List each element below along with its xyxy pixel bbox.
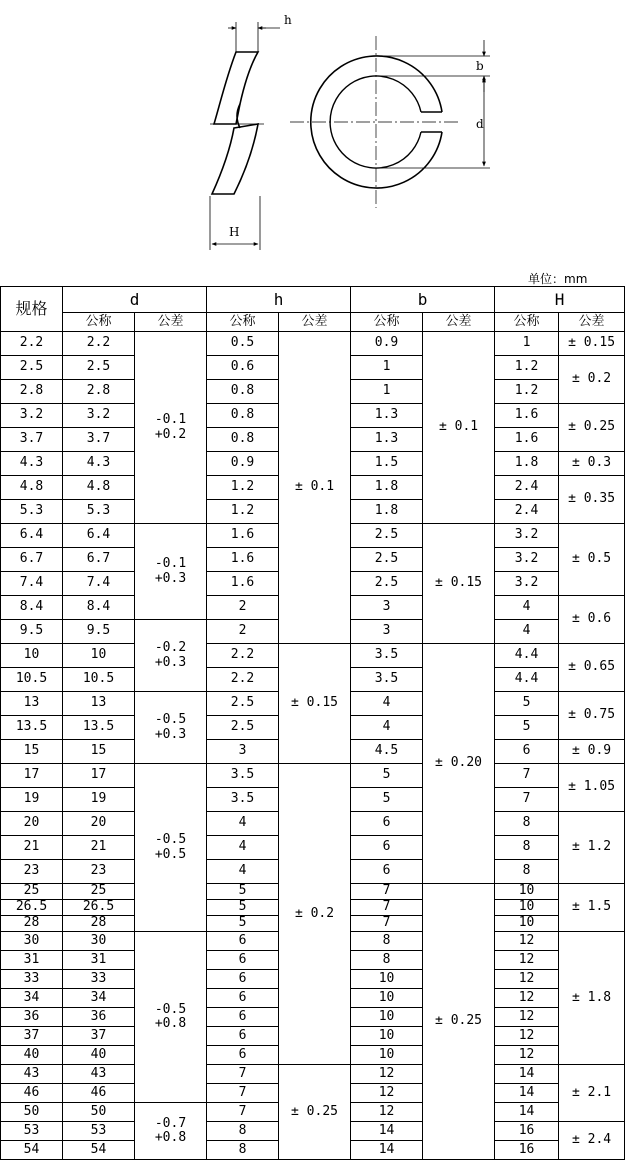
d-nominal-cell: 4.3 [63,452,135,476]
d-nominal-cell: 25 [63,884,135,900]
b-nominal-cell: 12 [351,1084,423,1103]
d-nominal-cell: 40 [63,1046,135,1065]
d-nominal-cell: 54 [63,1141,135,1160]
H-nominal-cell: 12 [495,951,559,970]
H-nominal-cell: 10 [495,916,559,932]
b-nominal-cell: 10 [351,1027,423,1046]
h-nominal-cell: 0.8 [207,404,279,428]
spec-cell: 15 [1,740,63,764]
d-nominal-cell: 33 [63,970,135,989]
h-nominal-cell: 8 [207,1141,279,1160]
spec-cell: 30 [1,932,63,951]
spec-cell: 13.5 [1,716,63,740]
h-nominal-cell: 0.8 [207,380,279,404]
b-nominal-cell: 10 [351,989,423,1008]
H-nominal-cell: 3.2 [495,524,559,548]
b-nominal-cell: 4.5 [351,740,423,764]
H-tolerance-cell: ± 0.75 [559,692,625,740]
d-nominal-cell: 53 [63,1122,135,1141]
spec-cell: 2.8 [1,380,63,404]
label-H: H [229,225,240,239]
h-nominal-cell: 1.6 [207,548,279,572]
d-tolerance-cell: -0.5 +0.8 [135,932,207,1103]
b-nominal-cell: 10 [351,1046,423,1065]
spec-cell: 40 [1,1046,63,1065]
spec-cell: 53 [1,1122,63,1141]
table-row [1,332,625,356]
H-nominal-cell: 16 [495,1122,559,1141]
H-nominal-cell: 1.2 [495,356,559,380]
spec-cell: 23 [1,860,63,884]
H-tolerance-cell: ± 0.3 [559,452,625,476]
h-nominal-cell: 4 [207,836,279,860]
H-tolerance-cell: ± 0.35 [559,476,625,524]
H-tolerance-cell: ± 0.2 [559,356,625,404]
spring-washer-drawing [0,0,626,270]
header-nominal: 公称 [63,313,135,332]
d-nominal-cell: 13 [63,692,135,716]
spec-cell: 43 [1,1065,63,1084]
h-nominal-cell: 2 [207,596,279,620]
d-tolerance-cell: -0.7 +0.8 [135,1103,207,1160]
h-tolerance-cell: ± 0.25 [279,1065,351,1160]
spec-cell: 7.4 [1,572,63,596]
spec-cell: 4.8 [1,476,63,500]
h-nominal-cell: 6 [207,932,279,951]
H-nominal-cell: 4 [495,620,559,644]
H-nominal-cell: 2.4 [495,476,559,500]
H-nominal-cell: 1.8 [495,452,559,476]
H-nominal-cell: 3.2 [495,548,559,572]
b-nominal-cell: 6 [351,812,423,836]
d-nominal-cell: 7.4 [63,572,135,596]
H-nominal-cell: 4 [495,596,559,620]
d-nominal-cell: 2.5 [63,356,135,380]
b-nominal-cell: 2.5 [351,524,423,548]
spec-cell: 3.7 [1,428,63,452]
spec-cell: 54 [1,1141,63,1160]
d-tolerance-cell: -0.5 +0.5 [135,764,207,932]
b-nominal-cell: 7 [351,916,423,932]
d-nominal-cell: 36 [63,1008,135,1027]
h-nominal-cell: 6 [207,1027,279,1046]
H-tolerance-cell: ± 1.8 [559,932,625,1065]
h-nominal-cell: 6 [207,989,279,1008]
H-tolerance-cell: ± 0.6 [559,596,625,644]
d-nominal-cell: 15 [63,740,135,764]
d-nominal-cell: 43 [63,1065,135,1084]
H-nominal-cell: 8 [495,812,559,836]
H-nominal-cell: 4.4 [495,644,559,668]
b-nominal-cell: 3.5 [351,644,423,668]
b-nominal-cell: 3.5 [351,668,423,692]
spec-cell: 2.5 [1,356,63,380]
h-nominal-cell: 0.8 [207,428,279,452]
H-nominal-cell: 16 [495,1141,559,1160]
b-nominal-cell: 6 [351,860,423,884]
d-nominal-cell: 5.3 [63,500,135,524]
d-nominal-cell: 37 [63,1027,135,1046]
b-nominal-cell: 7 [351,900,423,916]
h-nominal-cell: 1.6 [207,524,279,548]
H-nominal-cell: 12 [495,970,559,989]
d-nominal-cell: 20 [63,812,135,836]
b-nominal-cell: 1.3 [351,404,423,428]
H-nominal-cell: 4.4 [495,668,559,692]
b-nominal-cell: 5 [351,788,423,812]
spec-cell: 20 [1,812,63,836]
spec-cell: 13 [1,692,63,716]
spec-cell: 31 [1,951,63,970]
b-nominal-cell: 1 [351,356,423,380]
H-nominal-cell: 12 [495,1008,559,1027]
d-tolerance-cell: -0.1 +0.3 [135,524,207,620]
b-nominal-cell: 12 [351,1065,423,1084]
H-tolerance-cell: ± 0.5 [559,524,625,596]
spec-cell: 2.2 [1,332,63,356]
H-nominal-cell: 7 [495,788,559,812]
h-nominal-cell: 2.2 [207,644,279,668]
b-tolerance-cell: ± 0.15 [423,524,495,644]
h-nominal-cell: 7 [207,1065,279,1084]
spec-cell: 10 [1,644,63,668]
h-nominal-cell: 0.9 [207,452,279,476]
unit-label: 单位：mm [528,272,588,286]
d-nominal-cell: 23 [63,860,135,884]
spec-cell: 37 [1,1027,63,1046]
header-tolerance: 公差 [279,313,351,332]
header-b: b [351,287,495,313]
spec-cell: 21 [1,836,63,860]
spec-cell: 36 [1,1008,63,1027]
b-nominal-cell: 8 [351,951,423,970]
d-nominal-cell: 10 [63,644,135,668]
h-nominal-cell: 2 [207,620,279,644]
label-h: h [284,13,292,27]
d-nominal-cell: 31 [63,951,135,970]
h-nominal-cell: 6 [207,1008,279,1027]
H-nominal-cell: 14 [495,1065,559,1084]
h-tolerance-cell: ± 0.15 [279,644,351,764]
b-nominal-cell: 12 [351,1103,423,1122]
H-nominal-cell: 6 [495,740,559,764]
b-nominal-cell: 10 [351,1008,423,1027]
spec-cell: 3.2 [1,404,63,428]
b-nominal-cell: 10 [351,970,423,989]
b-tolerance-cell: ± 0.20 [423,644,495,884]
d-nominal-cell: 3.7 [63,428,135,452]
H-tolerance-cell: ± 0.65 [559,644,625,692]
h-nominal-cell: 3.5 [207,788,279,812]
d-nominal-cell: 4.8 [63,476,135,500]
d-nominal-cell: 50 [63,1103,135,1122]
H-nominal-cell: 12 [495,1027,559,1046]
header-tolerance: 公差 [423,313,495,332]
H-tolerance-cell: ± 2.1 [559,1065,625,1122]
h-nominal-cell: 5 [207,884,279,900]
H-nominal-cell: 5 [495,692,559,716]
h-nominal-cell: 4 [207,812,279,836]
header-h: h [207,287,351,313]
h-nominal-cell: 0.5 [207,332,279,356]
h-tolerance-cell: ± 0.1 [279,332,351,644]
header-tolerance: 公差 [559,313,625,332]
h-nominal-cell: 3.5 [207,764,279,788]
spec-cell: 4.3 [1,452,63,476]
H-nominal-cell: 14 [495,1103,559,1122]
table-row [1,644,625,668]
H-tolerance-cell: ± 2.4 [559,1122,625,1160]
H-nominal-cell: 1.2 [495,380,559,404]
H-tolerance-cell: ± 1.05 [559,764,625,812]
h-nominal-cell: 5 [207,900,279,916]
spec-table [0,286,625,1160]
h-nominal-cell: 3 [207,740,279,764]
h-nominal-cell: 1.6 [207,572,279,596]
h-nominal-cell: 6 [207,970,279,989]
b-nominal-cell: 14 [351,1141,423,1160]
H-tolerance-cell: ± 0.15 [559,332,625,356]
b-nominal-cell: 1.8 [351,476,423,500]
washer-side-view [212,52,258,194]
spec-cell: 6.7 [1,548,63,572]
H-tolerance-cell: ± 0.25 [559,404,625,452]
H-nominal-cell: 7 [495,764,559,788]
label-b: b [476,59,484,73]
h-nominal-cell: 2.5 [207,716,279,740]
b-nominal-cell: 1.8 [351,500,423,524]
h-nominal-cell: 6 [207,951,279,970]
d-nominal-cell: 28 [63,916,135,932]
h-nominal-cell: 7 [207,1103,279,1122]
h-nominal-cell: 1.2 [207,476,279,500]
H-nominal-cell: 10 [495,900,559,916]
H-nominal-cell: 14 [495,1084,559,1103]
d-nominal-cell: 3.2 [63,404,135,428]
spec-cell: 33 [1,970,63,989]
d-nominal-cell: 26.5 [63,900,135,916]
b-nominal-cell: 3 [351,620,423,644]
b-nominal-cell: 1.5 [351,452,423,476]
b-nominal-cell: 6 [351,836,423,860]
spec-cell: 6.4 [1,524,63,548]
b-nominal-cell: 4 [351,692,423,716]
spec-cell: 25 [1,884,63,900]
label-d: d [476,117,484,131]
spec-cell: 9.5 [1,620,63,644]
h-nominal-cell: 4 [207,860,279,884]
b-nominal-cell: 2.5 [351,548,423,572]
b-nominal-cell: 8 [351,932,423,951]
b-nominal-cell: 1.3 [351,428,423,452]
spec-cell: 50 [1,1103,63,1122]
H-nominal-cell: 5 [495,716,559,740]
b-nominal-cell: 0.9 [351,332,423,356]
h-nominal-cell: 5 [207,916,279,932]
d-nominal-cell: 6.4 [63,524,135,548]
h-nominal-cell: 1.2 [207,500,279,524]
header-nominal: 公称 [351,313,423,332]
h-nominal-cell: 8 [207,1122,279,1141]
H-tolerance-cell: ± 0.9 [559,740,625,764]
b-nominal-cell: 4 [351,716,423,740]
d-nominal-cell: 46 [63,1084,135,1103]
spec-cell: 5.3 [1,500,63,524]
H-nominal-cell: 10 [495,884,559,900]
H-nominal-cell: 1.6 [495,404,559,428]
b-nominal-cell: 7 [351,884,423,900]
d-nominal-cell: 21 [63,836,135,860]
spec-cell: 19 [1,788,63,812]
b-nominal-cell: 14 [351,1122,423,1141]
table-row [1,764,625,788]
header-nominal: 公称 [207,313,279,332]
d-nominal-cell: 9.5 [63,620,135,644]
d-nominal-cell: 19 [63,788,135,812]
H-nominal-cell: 1.6 [495,428,559,452]
H-nominal-cell: 12 [495,989,559,1008]
b-tolerance-cell: ± 0.1 [423,332,495,524]
H-nominal-cell: 12 [495,932,559,951]
header-H: H [495,287,625,313]
spec-cell: 10.5 [1,668,63,692]
H-tolerance-cell: ± 1.2 [559,812,625,884]
header-spec: 规格 [1,287,63,332]
d-tolerance-cell: -0.2 +0.3 [135,620,207,692]
b-nominal-cell: 3 [351,596,423,620]
b-nominal-cell: 5 [351,764,423,788]
d-nominal-cell: 6.7 [63,548,135,572]
h-nominal-cell: 2.5 [207,692,279,716]
H-nominal-cell: 8 [495,860,559,884]
H-tolerance-cell: ± 1.5 [559,884,625,932]
spec-cell: 8.4 [1,596,63,620]
H-nominal-cell: 2.4 [495,500,559,524]
H-nominal-cell: 1 [495,332,559,356]
b-nominal-cell: 1 [351,380,423,404]
header-d: d [63,287,207,313]
h-nominal-cell: 7 [207,1084,279,1103]
d-nominal-cell: 13.5 [63,716,135,740]
spec-cell: 28 [1,916,63,932]
spec-cell: 46 [1,1084,63,1103]
table-row [1,1065,625,1084]
h-nominal-cell: 0.6 [207,356,279,380]
H-nominal-cell: 3.2 [495,572,559,596]
d-nominal-cell: 34 [63,989,135,1008]
d-nominal-cell: 30 [63,932,135,951]
b-tolerance-cell: ± 0.25 [423,884,495,1160]
d-nominal-cell: 17 [63,764,135,788]
H-nominal-cell: 12 [495,1046,559,1065]
d-tolerance-cell: -0.1 +0.2 [135,332,207,524]
d-nominal-cell: 2.2 [63,332,135,356]
h-nominal-cell: 2.2 [207,668,279,692]
header-nominal: 公称 [495,313,559,332]
header-tolerance: 公差 [135,313,207,332]
H-nominal-cell: 8 [495,836,559,860]
b-nominal-cell: 2.5 [351,572,423,596]
spec-cell: 26.5 [1,900,63,916]
spec-cell: 17 [1,764,63,788]
d-nominal-cell: 2.8 [63,380,135,404]
spec-table-body [1,332,625,1160]
h-nominal-cell: 6 [207,1046,279,1065]
d-nominal-cell: 8.4 [63,596,135,620]
d-tolerance-cell: -0.5 +0.3 [135,692,207,764]
d-nominal-cell: 10.5 [63,668,135,692]
h-tolerance-cell: ± 0.2 [279,764,351,1065]
spec-cell: 34 [1,989,63,1008]
